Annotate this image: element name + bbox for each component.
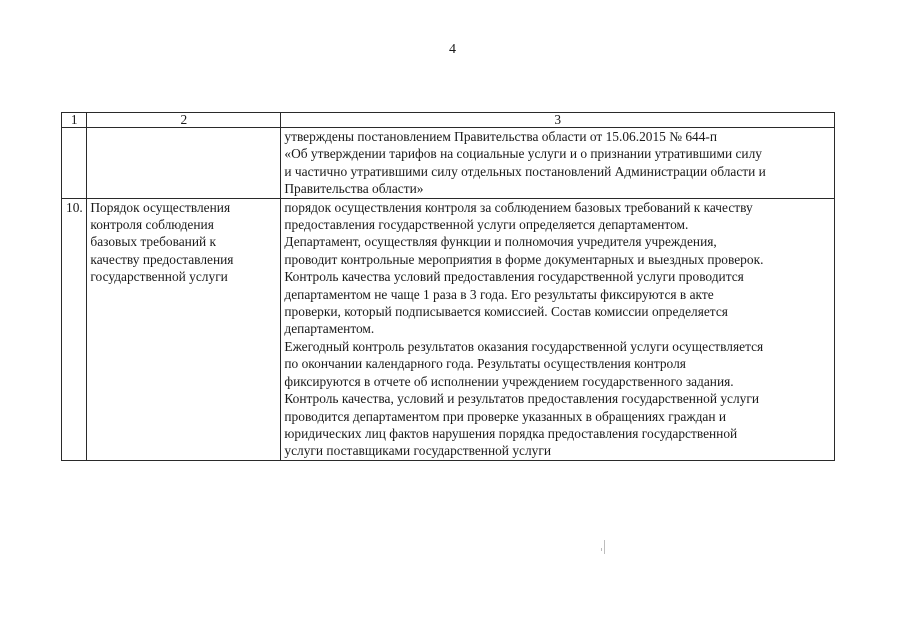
document-table: [61, 112, 835, 461]
row-title: [87, 198, 281, 460]
scan-speck: [601, 548, 602, 551]
content-paragraph: Ежегодный контроль результатов оказания государственной услуги осуществляется по окончании календарного года. Результаты осуществления контроля фиксируются в отчете об исполнении учреждением государственного задания.: [284, 338, 764, 389]
column-header-1: 1: [62, 113, 87, 128]
table-header-row: [62, 113, 835, 128]
row-title: [87, 128, 281, 199]
content-paragraph: утверждены постановлением Правительства области от 15.06.2015 № 644-п «Об утверждении тарифов на социальные услуги и о признании утратившими силу и частично утратившими силу отдельных постановлений Администрации области и Правительства области»: [284, 129, 766, 197]
row-content: [281, 128, 835, 199]
table-row: [62, 198, 835, 460]
scan-speck: [604, 540, 605, 554]
row-content: [281, 198, 835, 460]
column-header-2: 2: [87, 113, 281, 128]
content-paragraph: Контроль качества условий предоставления государственной услуги проводится департаментом не чаще 1 раза в 3 года. Его результаты фиксируются в акте проверки, который подписывается комиссией. Состав комиссии определяется департаментом.: [284, 269, 744, 337]
page-number: 4: [449, 42, 456, 57]
row-number: [62, 128, 87, 199]
content-paragraph: порядок осуществления контроля за соблюдением базовых требований к качеству предоставления государственной услуги определяется департаментом.: [284, 199, 753, 233]
column-header-3: 3: [281, 113, 835, 128]
row-number: 10.: [62, 198, 87, 460]
table-row: [62, 128, 835, 199]
content-paragraph: Контроль качества, условий и результатов предоставления государственной услуги проводится департаментом при проверке указанных в обращениях граждан и юридических лиц фактов нарушения порядка предоставления государственной услуги поставщиками государственной услуги: [284, 391, 760, 459]
content-paragraph: Департамент, осуществляя функции и полномочия учредителя учреждения, проводит контрольные мероприятия в форме документарных и выездных проверок.: [284, 234, 764, 267]
row-title-text: Порядок осуществления контроля соблюдения базовых требований к качеству предоставления государственной услуги: [90, 199, 234, 285]
